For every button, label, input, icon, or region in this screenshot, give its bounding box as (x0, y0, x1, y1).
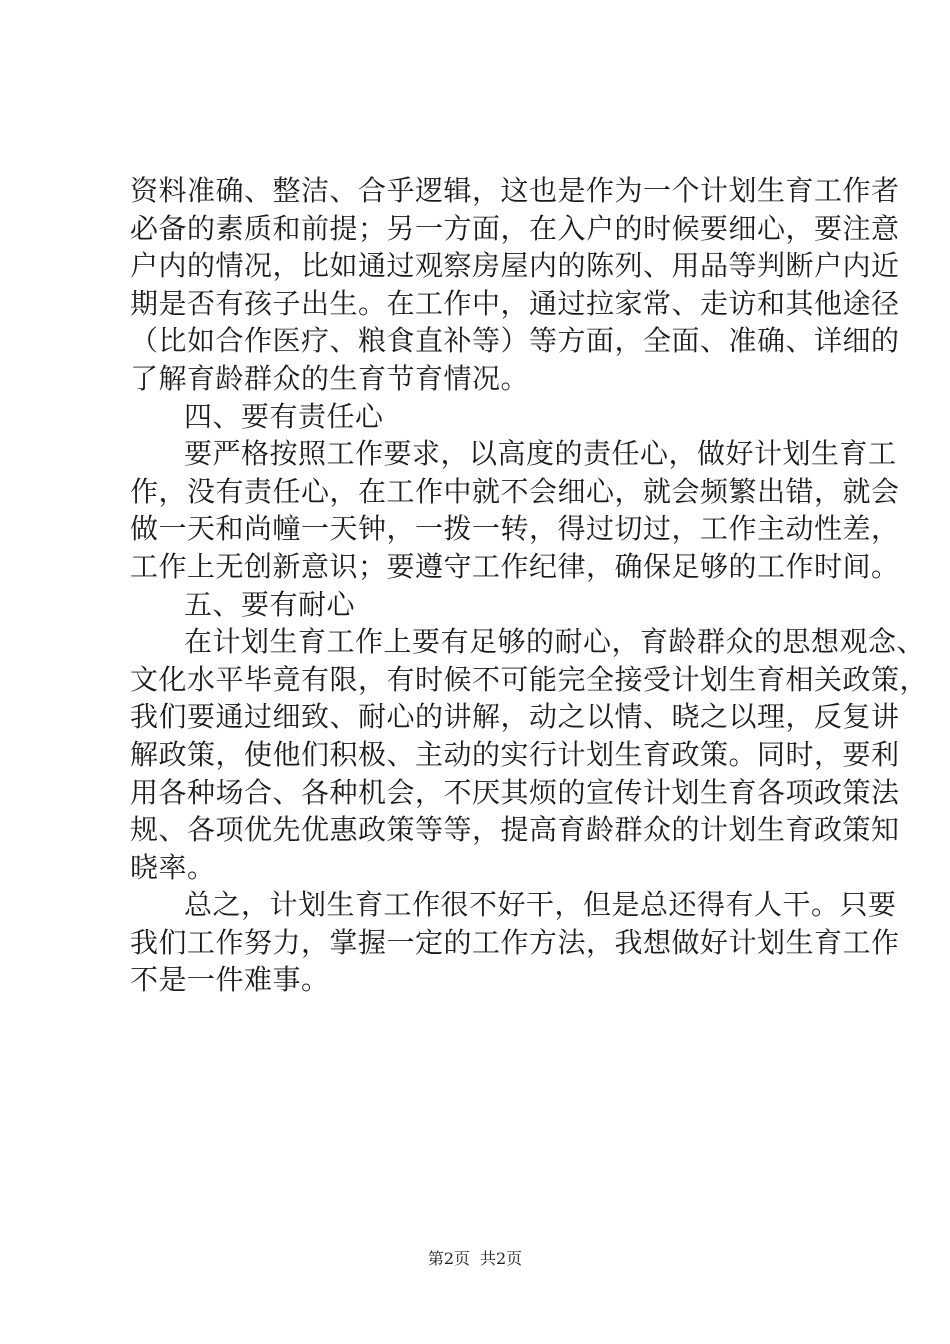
total-pages: 共2页 (480, 1249, 523, 1268)
paragraph-first-line: 在计划生育工作上要有足够的耐心，育龄群众的思想观念、 (184, 625, 926, 659)
body-text (130, 172, 929, 999)
text-line: 我们工作努力，掌握一定的工作方法，我想做好计划生育工作 (130, 925, 900, 959)
text-line: 我们要通过细致、耐心的讲解，动之以情、晓之以理，反复讲 (130, 700, 900, 734)
section-heading: 五、要有耐心 (184, 587, 356, 621)
text-line: 工作上无创新意识；要遵守工作纪律，确保足够的工作时间。 (130, 549, 900, 583)
text-line: 不是一件难事。 (130, 963, 330, 997)
text-line: 了解育龄群众的生育节育情况。 (130, 361, 530, 395)
text-line: 晓率。 (130, 850, 216, 884)
text-line: 期是否有孩子出生。在工作中，通过拉家常、走访和其他途径 (130, 286, 900, 320)
text-line: 做一天和尚幢一天钟，一拨一转，得过切过，工作主动性差， (130, 512, 900, 546)
text-line: 文化水平毕竟有限，有时候不可能完全接受计划生育相关政策， (130, 662, 929, 696)
paragraph-first-line: 要严格按照工作要求，以高度的责任心，做好计划生育工 (184, 437, 897, 471)
text-line: （比如合作医疗、粮食直补等）等方面，全面、准确、详细的 (130, 324, 900, 358)
text-line: 用各种场合、各种机会，不厌其烦的宣传计划生育各项政策法 (130, 775, 900, 809)
paragraph-first-line: 总之，计划生育工作很不好干，但是总还得有人干。只要 (184, 888, 897, 922)
text-line: 户内的情况，比如通过观察房屋内的陈列、用品等判断户内近 (130, 249, 900, 283)
section-heading: 四、要有责任心 (184, 399, 384, 433)
text-line: 必备的素质和前提；另一方面，在入户的时候要细心，要注意 (130, 211, 900, 245)
text-line: 解政策，使他们积极、主动的实行计划生育政策。同时，要利 (130, 737, 900, 771)
text-line: 作，没有责任心，在工作中就不会细心，就会频繁出错，就会 (130, 474, 900, 508)
page-number: 第2页 (427, 1249, 470, 1268)
text-line: 规、各项优先优惠政策等等，提高育龄群众的计划生育政策知 (130, 813, 900, 847)
text-line: 资料准确、整洁、合乎逻辑，这也是作为一个计划生育工作者 (130, 174, 900, 207)
page-footer (0, 1246, 950, 1269)
